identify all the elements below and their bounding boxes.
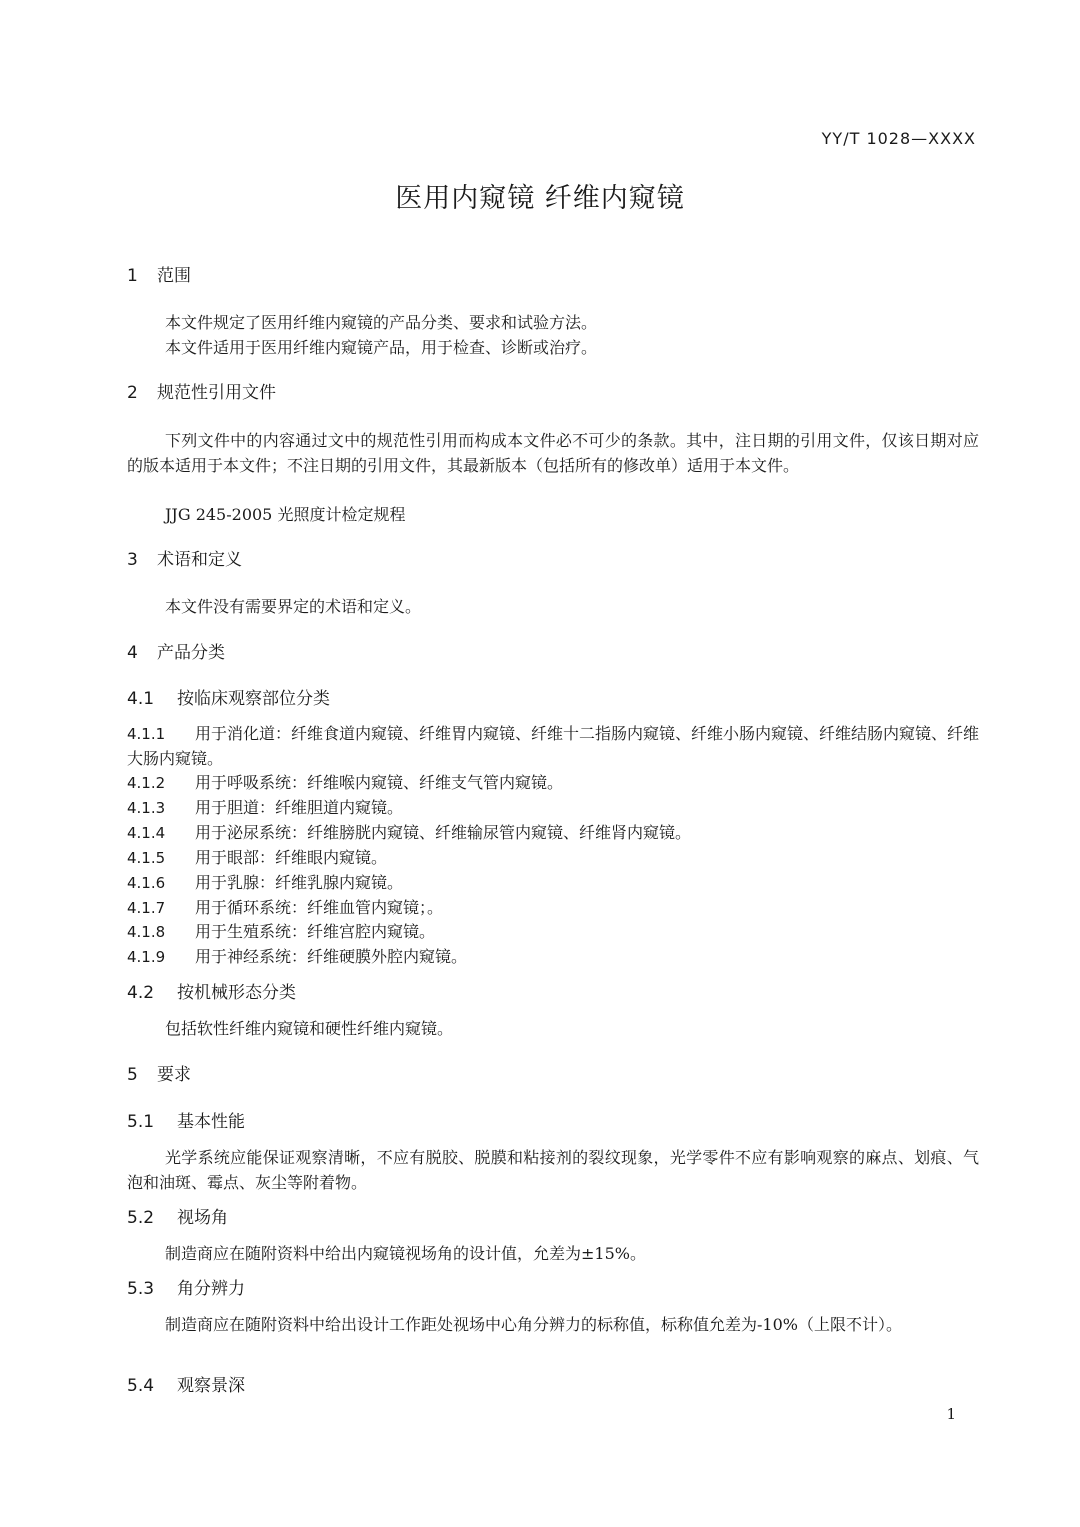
clause-number: 4.1.8 [127, 923, 166, 941]
section-heading-scope [127, 264, 191, 288]
subsection-heading [127, 1110, 245, 1134]
page-number: 1 [946, 1405, 956, 1423]
subsection-heading [127, 1206, 228, 1230]
section-heading-requirements [127, 1063, 191, 1087]
subsection-heading [127, 1277, 245, 1301]
clause-number: 4.1.4 [127, 824, 166, 842]
clause-number: 4.1.7 [127, 899, 166, 917]
clause-item [127, 871, 979, 896]
paragraph: 本文件没有需要界定的术语和定义。 [165, 597, 422, 616]
subsection-title: 按临床观察部位分类 [177, 689, 330, 709]
clause-item [127, 945, 979, 970]
standard-number: YY/T 1028—XXXX [821, 129, 976, 148]
subsection-number: 5.2 [127, 1208, 155, 1228]
subsection-number: 5.4 [127, 1376, 155, 1396]
clause-text: 用于呼吸系统：纤维喉内窥镜、纤维支气管内窥镜。 [195, 773, 564, 792]
clause-item [127, 920, 979, 945]
document-title: 医用内窥镜 纤维内窥镜 [395, 183, 685, 214]
paragraph: 下列文件中的内容通过文中的规范性引用而构成本文件必不可少的条款。其中，注日期的引用文件，仅该日期对应的版本适用于本文件；不注日期的引用文件，其最新版本（包括所有的修改单）适用于本文件。 [127, 431, 979, 475]
section-number: 4 [127, 643, 138, 663]
clause-number: 4.1.3 [127, 799, 166, 817]
clause-text: 用于循环系统：纤维血管内窥镜；。 [195, 898, 444, 917]
clause-item [127, 896, 979, 921]
paragraph: 本文件适用于医用纤维内窥镜产品，用于检查、诊断或治疗。 [165, 338, 598, 357]
section-title: 产品分类 [157, 643, 225, 663]
subsection-title: 角分辨力 [177, 1279, 245, 1299]
clause-item [127, 722, 979, 771]
subsection-title: 按机械形态分类 [177, 983, 296, 1003]
subsection-title: 观察景深 [177, 1376, 245, 1396]
clause-item [127, 821, 979, 846]
subsection-number: 4.1 [127, 689, 155, 709]
subsection-number: 4.2 [127, 983, 155, 1003]
paragraph: 制造商应在随附资料中给出设计工作距处视场中心角分辨力的标称值，标称值允差为-10%（上限不计）。 [165, 1315, 902, 1334]
subsection-number: 5.1 [127, 1112, 155, 1132]
subsection-title: 基本性能 [177, 1112, 245, 1132]
clause-number: 4.1.2 [127, 774, 166, 792]
clause-text: 用于眼部：纤维眼内窥镜。 [195, 848, 388, 867]
subsection-heading [127, 1374, 245, 1398]
clause-text: 用于胆道：纤维胆道内窥镜。 [195, 798, 404, 817]
clause-text: 用于神经系统：纤维硬膜外腔内窥镜。 [195, 947, 468, 966]
paragraph: 本文件规定了医用纤维内窥镜的产品分类、要求和试验方法。 [165, 313, 598, 332]
section-number: 5 [127, 1065, 138, 1085]
subsection-heading [127, 687, 330, 711]
clause-number: 4.1.1 [127, 725, 166, 743]
paragraph: 包括软性纤维内窥镜和硬性纤维内窥镜。 [165, 1019, 454, 1038]
clause-item [127, 796, 979, 821]
section-title: 范围 [157, 266, 191, 286]
section-title: 术语和定义 [157, 550, 242, 570]
clause-text: 用于泌尿系统：纤维膀胱内窥镜、纤维输尿管内窥镜、纤维肾内窥镜。 [195, 823, 692, 842]
subsection-heading [127, 981, 296, 1005]
reference-item: JJG 245-2005 光照度计检定规程 [165, 505, 406, 524]
subsection-title: 视场角 [177, 1208, 228, 1228]
clause-item [127, 846, 979, 871]
subsection-number: 5.3 [127, 1279, 155, 1299]
clause-text: 用于乳腺：纤维乳腺内窥镜。 [195, 873, 404, 892]
section-number: 2 [127, 383, 138, 403]
section-heading-classification [127, 641, 225, 665]
section-heading-terms [127, 548, 242, 572]
section-number: 3 [127, 550, 138, 570]
clause-number: 4.1.9 [127, 948, 166, 966]
section-number: 1 [127, 266, 138, 286]
paragraph: 制造商应在随附资料中给出内窥镜视场角的设计值，允差为±15%。 [165, 1244, 646, 1263]
clause-number: 4.1.5 [127, 849, 166, 867]
clause-text: 用于生殖系统：纤维宫腔内窥镜。 [195, 922, 436, 941]
clause-number: 4.1.6 [127, 874, 166, 892]
paragraph: 光学系统应能保证观察清晰，不应有脱胶、脱膜和粘接剂的裂纹现象，光学零件不应有影响观察的麻点、划痕、气泡和油斑、霉点、灰尘等附着物。 [127, 1148, 979, 1192]
section-title: 要求 [157, 1065, 191, 1085]
section-heading-normative-references [127, 381, 276, 405]
clause-item [127, 771, 979, 796]
section-title: 规范性引用文件 [157, 383, 276, 403]
clause-text: 用于消化道：纤维食道内窥镜、纤维胃内窥镜、纤维十二指肠内窥镜、纤维小肠内窥镜、纤维结肠内窥镜、纤维大肠内窥镜。 [127, 724, 980, 768]
